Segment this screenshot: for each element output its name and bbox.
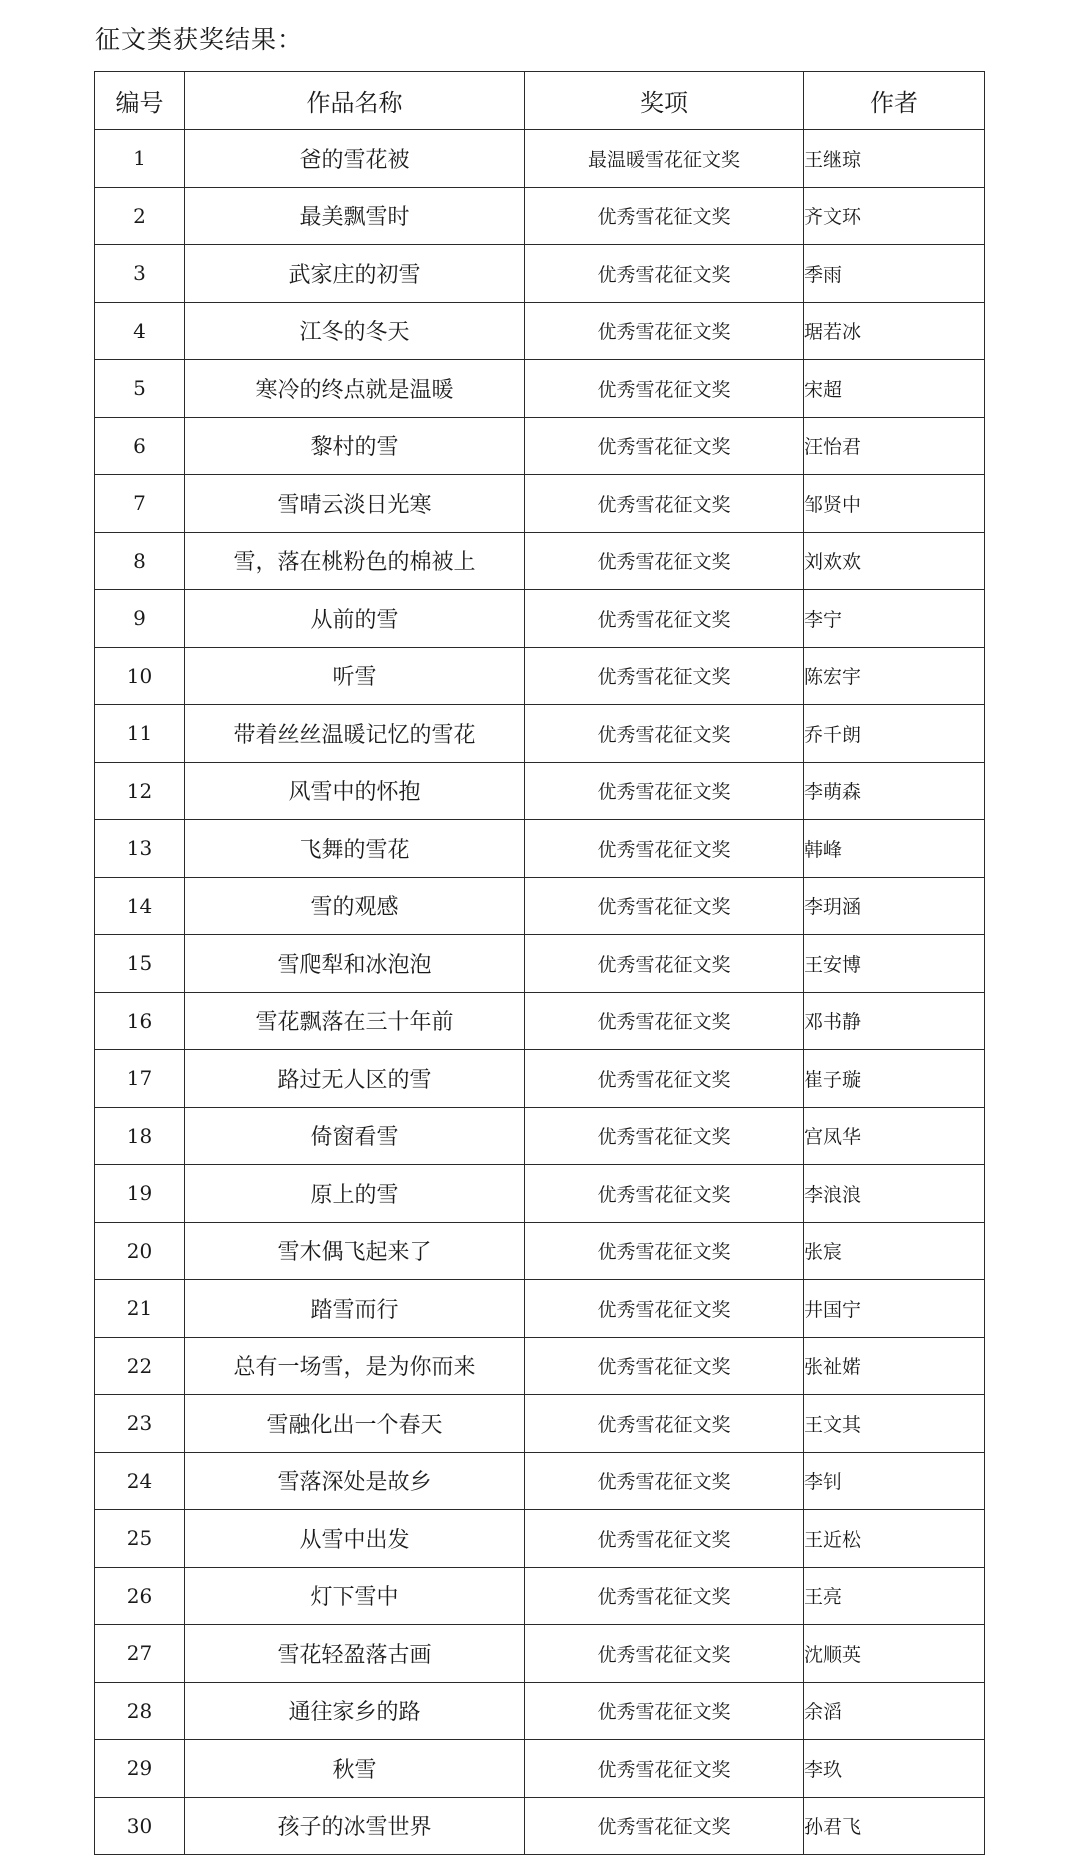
cell-author: 李钊 xyxy=(804,1452,985,1510)
cell-number: 27 xyxy=(95,1625,185,1683)
table-row xyxy=(95,590,985,648)
table-row xyxy=(95,877,985,935)
table-row xyxy=(95,1567,985,1625)
cell-author: 王亮 xyxy=(804,1567,985,1625)
cell-award: 优秀雪花征文奖 xyxy=(525,1625,804,1683)
table-row xyxy=(95,1452,985,1510)
table-row xyxy=(95,992,985,1050)
cell-award: 优秀雪花征文奖 xyxy=(525,417,804,475)
cell-title: 飞舞的雪花 xyxy=(185,820,525,878)
cell-title: 踏雪而行 xyxy=(185,1280,525,1338)
cell-author: 宋超 xyxy=(804,360,985,418)
cell-award: 优秀雪花征文奖 xyxy=(525,475,804,533)
cell-title: 通往家乡的路 xyxy=(185,1682,525,1740)
cell-number: 1 xyxy=(95,130,185,188)
cell-award: 优秀雪花征文奖 xyxy=(525,1337,804,1395)
cell-award: 优秀雪花征文奖 xyxy=(525,705,804,763)
table-body xyxy=(95,130,985,1855)
table-row xyxy=(95,1625,985,1683)
cell-title: 雪爬犁和冰泡泡 xyxy=(185,935,525,993)
cell-title: 武家庄的初雪 xyxy=(185,245,525,303)
cell-award: 优秀雪花征文奖 xyxy=(525,1682,804,1740)
cell-number: 5 xyxy=(95,360,185,418)
cell-number: 8 xyxy=(95,532,185,590)
cell-title: 风雪中的怀抱 xyxy=(185,762,525,820)
table-row xyxy=(95,532,985,590)
cell-title: 江冬的冬天 xyxy=(185,302,525,360)
header-title: 作品名称 xyxy=(185,72,525,130)
table-row xyxy=(95,187,985,245)
cell-author: 李浪浪 xyxy=(804,1165,985,1223)
cell-author: 张宸 xyxy=(804,1222,985,1280)
cell-title: 倚窗看雪 xyxy=(185,1107,525,1165)
cell-number: 9 xyxy=(95,590,185,648)
table-row xyxy=(95,1682,985,1740)
cell-title: 爸的雪花被 xyxy=(185,130,525,188)
cell-author: 孙君飞 xyxy=(804,1797,985,1855)
cell-title: 雪的观感 xyxy=(185,877,525,935)
cell-author: 沈顺英 xyxy=(804,1625,985,1683)
table-row xyxy=(95,1165,985,1223)
cell-title: 从前的雪 xyxy=(185,590,525,648)
cell-number: 15 xyxy=(95,935,185,993)
cell-number: 13 xyxy=(95,820,185,878)
cell-number: 12 xyxy=(95,762,185,820)
cell-award: 优秀雪花征文奖 xyxy=(525,1165,804,1223)
table-row xyxy=(95,475,985,533)
table-row xyxy=(95,130,985,188)
cell-author: 乔千朗 xyxy=(804,705,985,763)
cell-number: 18 xyxy=(95,1107,185,1165)
table-row xyxy=(95,1740,985,1798)
cell-award: 优秀雪花征文奖 xyxy=(525,1452,804,1510)
table-row xyxy=(95,1280,985,1338)
cell-number: 25 xyxy=(95,1510,185,1568)
cell-award: 优秀雪花征文奖 xyxy=(525,1107,804,1165)
cell-number: 19 xyxy=(95,1165,185,1223)
cell-title: 从雪中出发 xyxy=(185,1510,525,1568)
header-number: 编号 xyxy=(95,72,185,130)
cell-award: 优秀雪花征文奖 xyxy=(525,590,804,648)
cell-number: 14 xyxy=(95,877,185,935)
cell-author: 陈宏宇 xyxy=(804,647,985,705)
cell-award: 优秀雪花征文奖 xyxy=(525,360,804,418)
cell-title: 孩子的冰雪世界 xyxy=(185,1797,525,1855)
cell-award: 优秀雪花征文奖 xyxy=(525,1797,804,1855)
cell-award: 优秀雪花征文奖 xyxy=(525,532,804,590)
cell-author: 李萌森 xyxy=(804,762,985,820)
cell-title: 秋雪 xyxy=(185,1740,525,1798)
cell-title: 雪花飘落在三十年前 xyxy=(185,992,525,1050)
cell-author: 张祉婼 xyxy=(804,1337,985,1395)
cell-number: 11 xyxy=(95,705,185,763)
cell-author: 琚若冰 xyxy=(804,302,985,360)
cell-award: 优秀雪花征文奖 xyxy=(525,647,804,705)
cell-author: 李宁 xyxy=(804,590,985,648)
cell-author: 王文其 xyxy=(804,1395,985,1453)
cell-number: 2 xyxy=(95,187,185,245)
cell-author: 齐文环 xyxy=(804,187,985,245)
table-row xyxy=(95,1797,985,1855)
cell-number: 16 xyxy=(95,992,185,1050)
table-row xyxy=(95,1395,985,1453)
cell-author: 邓书静 xyxy=(804,992,985,1050)
cell-award: 优秀雪花征文奖 xyxy=(525,762,804,820)
cell-award: 优秀雪花征文奖 xyxy=(525,1050,804,1108)
cell-award: 优秀雪花征文奖 xyxy=(525,820,804,878)
cell-number: 26 xyxy=(95,1567,185,1625)
cell-award: 优秀雪花征文奖 xyxy=(525,877,804,935)
cell-author: 刘欢欢 xyxy=(804,532,985,590)
cell-author: 井国宁 xyxy=(804,1280,985,1338)
table-row xyxy=(95,302,985,360)
header-award: 奖项 xyxy=(525,72,804,130)
cell-award: 优秀雪花征文奖 xyxy=(525,245,804,303)
table-row xyxy=(95,1337,985,1395)
cell-award: 优秀雪花征文奖 xyxy=(525,1222,804,1280)
cell-author: 王继琼 xyxy=(804,130,985,188)
table-row xyxy=(95,1510,985,1568)
cell-title: 雪落深处是故乡 xyxy=(185,1452,525,1510)
cell-award: 优秀雪花征文奖 xyxy=(525,302,804,360)
cell-number: 30 xyxy=(95,1797,185,1855)
cell-title: 最美飘雪时 xyxy=(185,187,525,245)
cell-author: 邹贤中 xyxy=(804,475,985,533)
cell-title: 原上的雪 xyxy=(185,1165,525,1223)
cell-author: 李玥涵 xyxy=(804,877,985,935)
cell-title: 听雪 xyxy=(185,647,525,705)
cell-title: 路过无人区的雪 xyxy=(185,1050,525,1108)
table-row xyxy=(95,705,985,763)
cell-author: 汪怡君 xyxy=(804,417,985,475)
cell-award: 优秀雪花征文奖 xyxy=(525,935,804,993)
cell-number: 28 xyxy=(95,1682,185,1740)
cell-award: 优秀雪花征文奖 xyxy=(525,992,804,1050)
cell-award: 优秀雪花征文奖 xyxy=(525,1740,804,1798)
cell-number: 17 xyxy=(95,1050,185,1108)
cell-title: 雪花轻盈落古画 xyxy=(185,1625,525,1683)
cell-author: 季雨 xyxy=(804,245,985,303)
table-row xyxy=(95,935,985,993)
cell-title: 雪融化出一个春天 xyxy=(185,1395,525,1453)
table-row xyxy=(95,1050,985,1108)
cell-award: 优秀雪花征文奖 xyxy=(525,1395,804,1453)
cell-number: 10 xyxy=(95,647,185,705)
table-row xyxy=(95,1222,985,1280)
table-header-row xyxy=(95,72,985,130)
table-row xyxy=(95,820,985,878)
cell-title: 雪，落在桃粉色的棉被上 xyxy=(185,532,525,590)
cell-number: 4 xyxy=(95,302,185,360)
cell-award: 最温暖雪花征文奖 xyxy=(525,130,804,188)
cell-number: 20 xyxy=(95,1222,185,1280)
cell-number: 29 xyxy=(95,1740,185,1798)
cell-author: 韩峰 xyxy=(804,820,985,878)
cell-title: 带着丝丝温暖记忆的雪花 xyxy=(185,705,525,763)
cell-author: 李玖 xyxy=(804,1740,985,1798)
award-results-table xyxy=(94,71,985,1855)
table-row xyxy=(95,1107,985,1165)
cell-number: 3 xyxy=(95,245,185,303)
cell-title: 雪木偶飞起来了 xyxy=(185,1222,525,1280)
cell-number: 23 xyxy=(95,1395,185,1453)
table-row xyxy=(95,360,985,418)
cell-title: 寒冷的终点就是温暖 xyxy=(185,360,525,418)
table-row xyxy=(95,417,985,475)
cell-title: 总有一场雪，是为你而来 xyxy=(185,1337,525,1395)
cell-number: 6 xyxy=(95,417,185,475)
cell-number: 24 xyxy=(95,1452,185,1510)
cell-award: 优秀雪花征文奖 xyxy=(525,1510,804,1568)
cell-number: 7 xyxy=(95,475,185,533)
table-row xyxy=(95,762,985,820)
cell-author: 宫凤华 xyxy=(804,1107,985,1165)
cell-author: 崔子璇 xyxy=(804,1050,985,1108)
header-author: 作者 xyxy=(804,72,985,130)
cell-author: 王安博 xyxy=(804,935,985,993)
cell-number: 22 xyxy=(95,1337,185,1395)
cell-number: 21 xyxy=(95,1280,185,1338)
page-heading: 征文类获奖结果： xyxy=(95,25,304,54)
cell-title: 黎村的雪 xyxy=(185,417,525,475)
table-row xyxy=(95,245,985,303)
cell-title: 灯下雪中 xyxy=(185,1567,525,1625)
cell-award: 优秀雪花征文奖 xyxy=(525,187,804,245)
cell-title: 雪晴云淡日光寒 xyxy=(185,475,525,533)
cell-author: 余滔 xyxy=(804,1682,985,1740)
cell-author: 王近松 xyxy=(804,1510,985,1568)
table-row xyxy=(95,647,985,705)
cell-award: 优秀雪花征文奖 xyxy=(525,1280,804,1338)
cell-award: 优秀雪花征文奖 xyxy=(525,1567,804,1625)
